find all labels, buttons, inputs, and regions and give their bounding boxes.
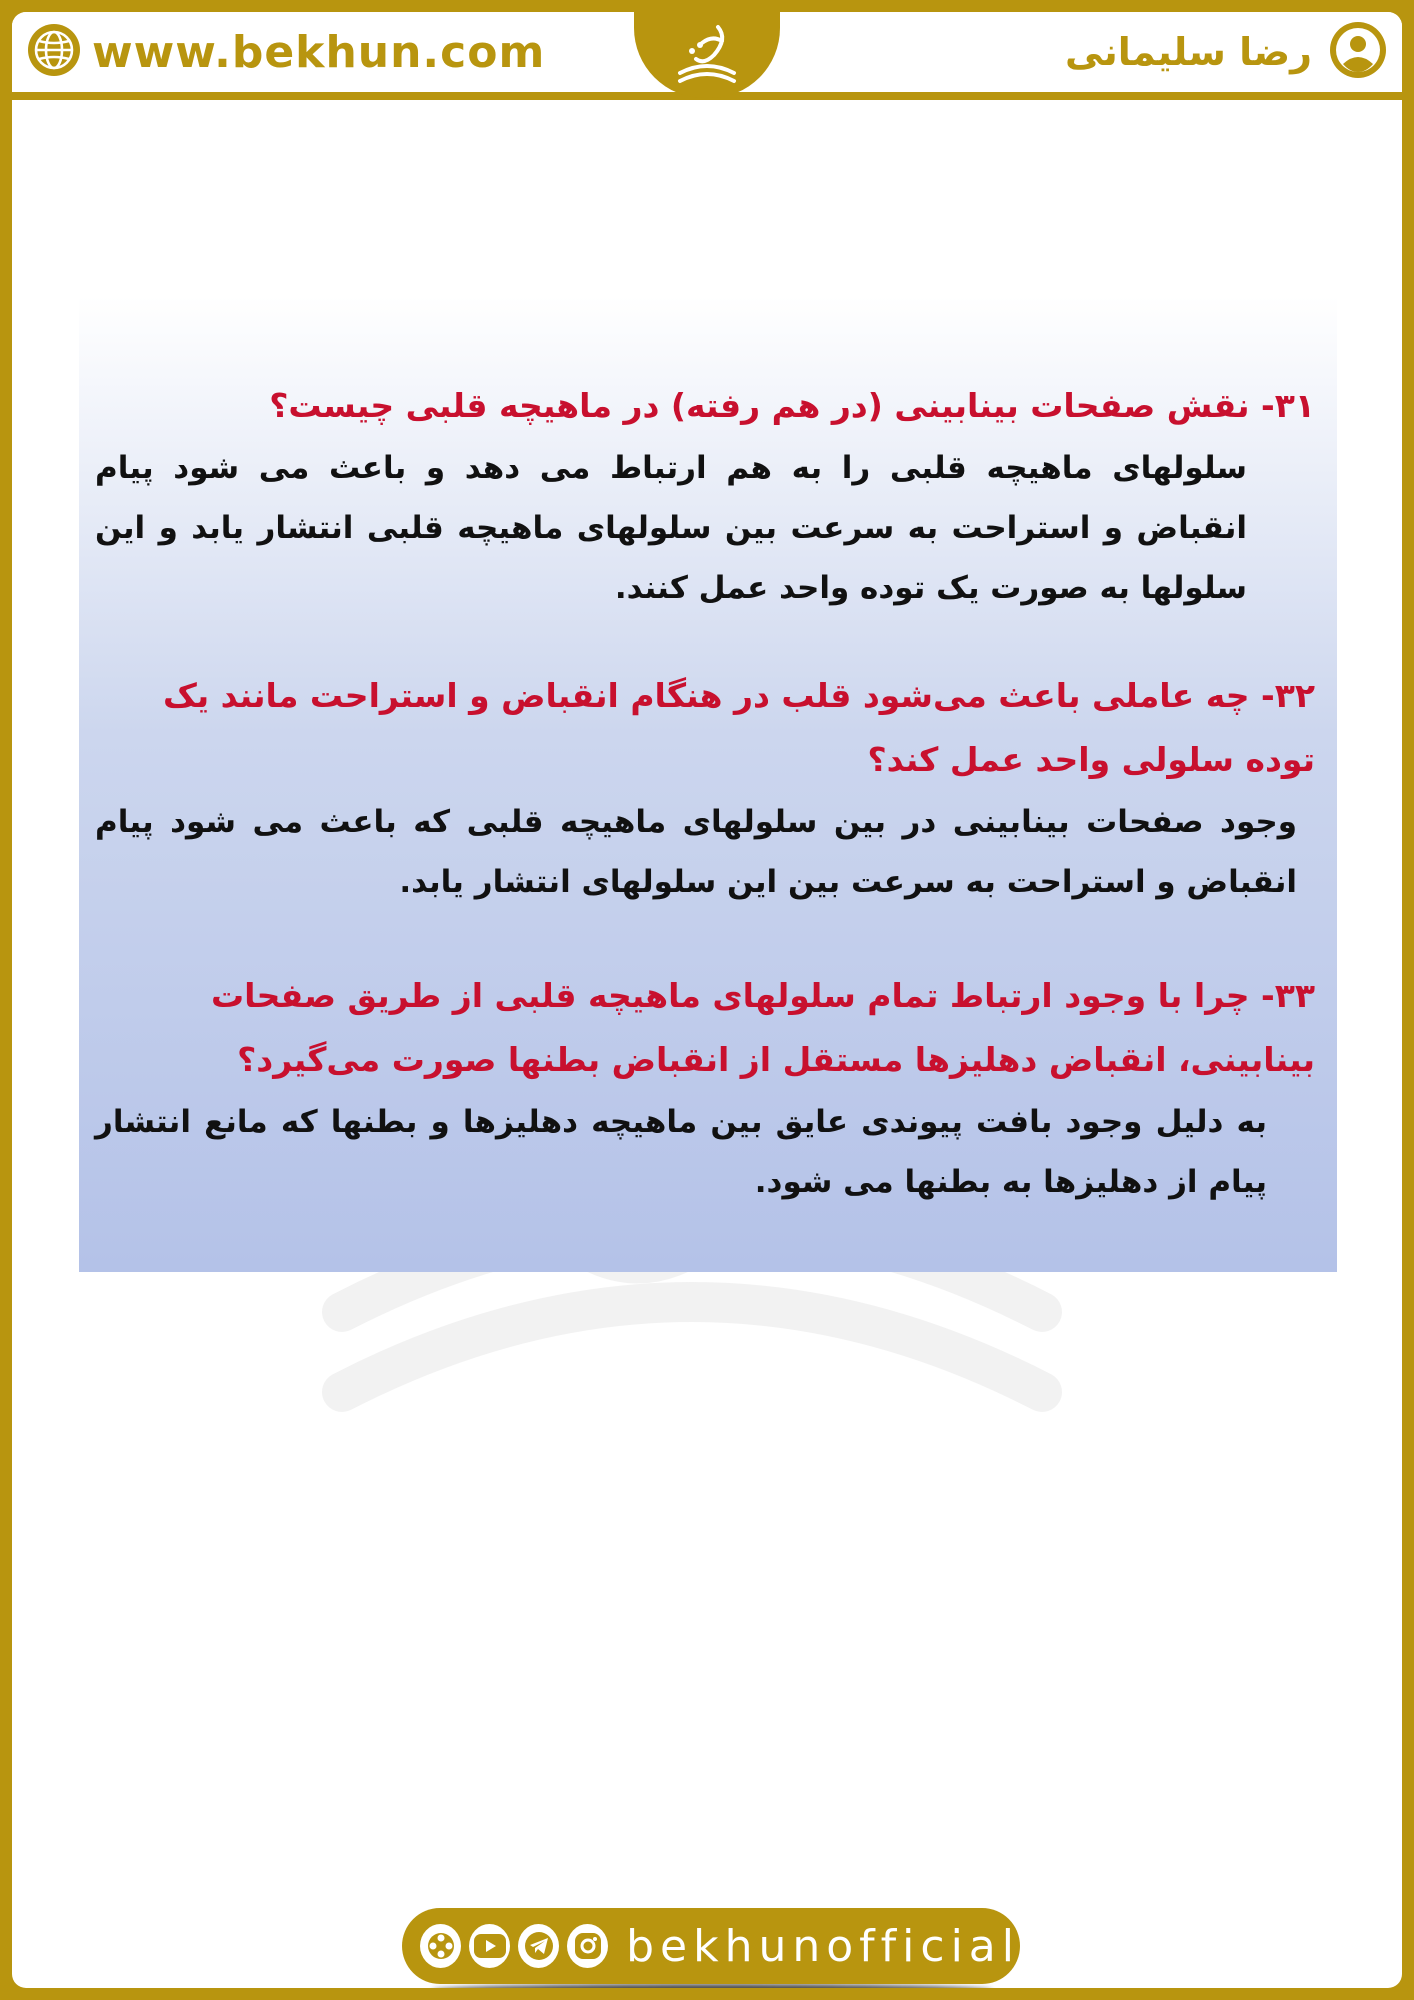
author-block [1065, 24, 1388, 80]
book-pen-logo-icon [662, 15, 752, 95]
website-link[interactable] [26, 24, 545, 80]
social-handle[interactable]: bekhunofficial [626, 1920, 1020, 1972]
content-box [79, 296, 1337, 1272]
answer-31: سلولهای ماهیچه قلبی را به هم ارتباط می دهد و باعث می شود پیام انقباض و استراحت به سرعت بین سلولهای ماهیچه قلبی انتشار یابد و این سلولها به صورت یک توده واحد عمل کنند. [95, 450, 1247, 606]
header [12, 12, 1402, 100]
qa-item [87, 374, 1327, 618]
social-footer [402, 1908, 1020, 1984]
question-31: ۳۱- نقش صفحات بینابینی (در هم رفته) در ماهیچه قلبی چیست؟ [269, 386, 1315, 425]
qa-item [87, 964, 1327, 1212]
youtube-icon[interactable] [469, 1924, 510, 1968]
website-url[interactable]: www.bekhun.com [92, 26, 546, 78]
question-33: ۳۳- چرا با وجود ارتباط تمام سلولهای ماهیچه قلبی از طریق صفحات بینابینی، انقباض دهلیزها مستقل از انقباض بطنها صورت می‌گیرد؟ [211, 976, 1315, 1079]
answer-32: وجود صفحات بینابینی در بین سلولهای ماهیچه قلبی که باعث می شود پیام انقباض و استراحت به سرعت بین این سلولهای انتشار یابد. [95, 804, 1297, 900]
brand-logo [634, 12, 780, 98]
instagram-icon[interactable] [567, 1924, 608, 1968]
footer-shadow [432, 1984, 992, 1988]
aparat-icon[interactable] [420, 1924, 461, 1968]
page [12, 12, 1402, 1988]
globe-icon [26, 22, 82, 82]
question-32: ۳۲- چه عاملی باعث می‌شود قلب در هنگام انقباض و استراحت مانند یک توده سلولی واحد عمل کند؟ [162, 676, 1315, 779]
author-name: رضا سلیمانی [1065, 30, 1312, 74]
user-avatar-icon [1328, 20, 1388, 84]
telegram-icon[interactable] [518, 1924, 559, 1968]
answer-33: به دلیل وجود بافت پیوندی عایق بین ماهیچه دهلیزها و بطنها که مانع انتشار پیام از دهلیزها به بطنها می شود. [95, 1104, 1267, 1200]
qa-item [87, 664, 1327, 912]
